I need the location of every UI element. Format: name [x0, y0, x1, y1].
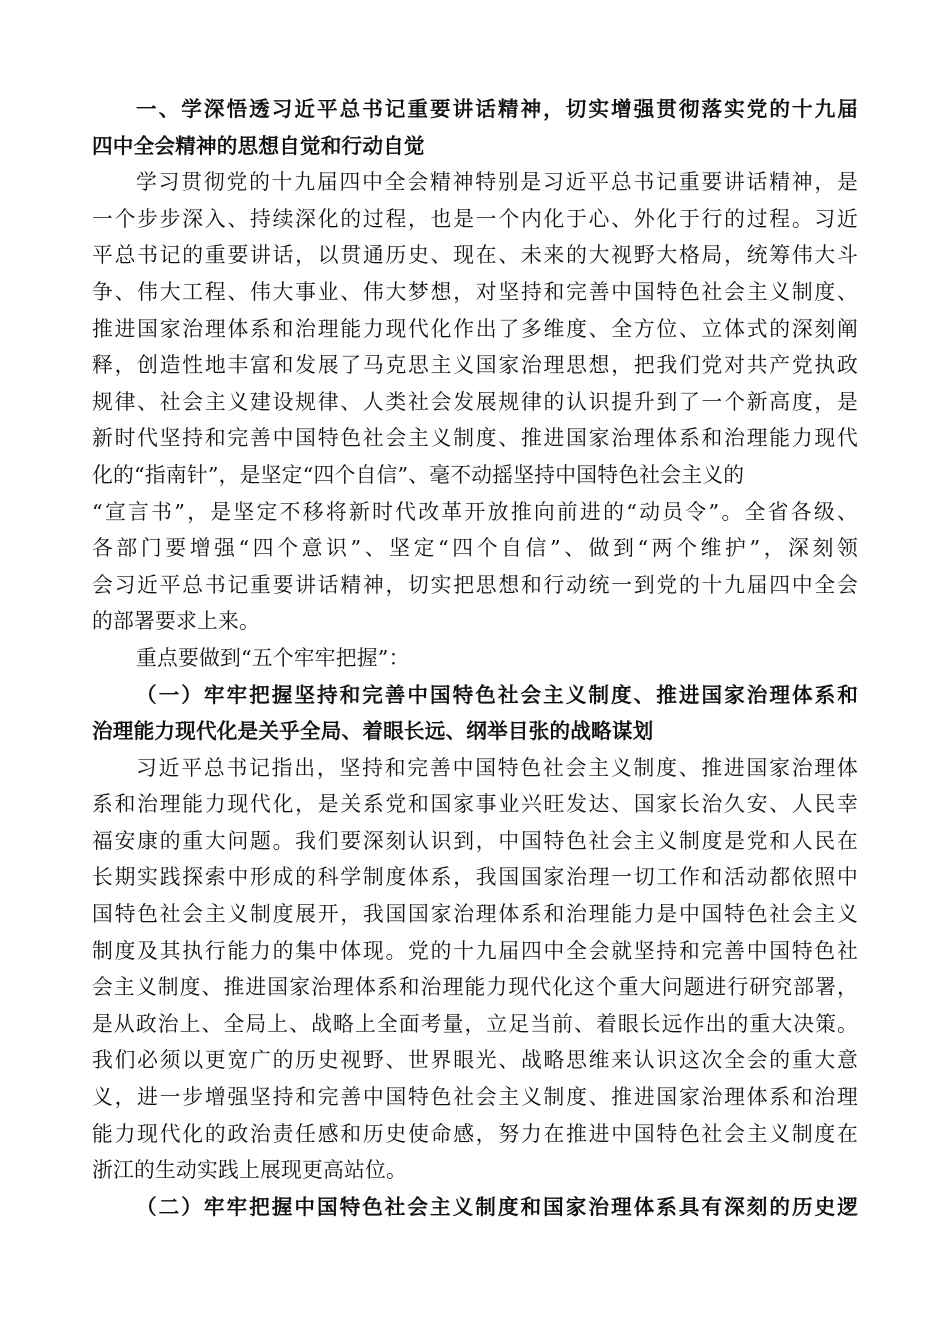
subsection1-heading — [92, 677, 858, 750]
text-line: 福安康的重大问题。我们要深刻认识到，中国特色社会主义制度是党和人民在 — [92, 828, 858, 853]
text-line: 制度及其执行能力的集中体现。党的十九届四中全会就坚持和完善中国特色社 — [92, 938, 858, 963]
text-line: 释，创造性地丰富和发展了马克思主义国家治理思想，把我们党对共产党执政 — [92, 353, 858, 378]
text-line: 长期实践探索中形成的科学制度体系，我国国家治理一切工作和活动都依照中 — [92, 865, 858, 890]
section1-paragraph1 — [92, 164, 858, 640]
text-line: 国特色社会主义制度展开，我国国家治理体系和治理能力是中国特色社会主义 — [92, 902, 858, 927]
text-line: 各部门要增强“四个意识”、坚定“四个自信”、做到“两个维护”，深刻领 — [92, 536, 858, 561]
text-line: 化的“指南针”，是坚定“四个自信”、毫不动摇坚持中国特色社会主义的 — [92, 462, 745, 487]
text-line: 规律、社会主义建设规律、人类社会发展规律的认识提升到了一个新高度，是 — [92, 389, 858, 414]
text-line: 我们必须以更宽广的历史视野、世界眼光、战略思维来认识这次全会的重大意 — [92, 1048, 858, 1073]
section1-paragraph2 — [92, 640, 858, 677]
heading-line: 四中全会精神的思想自觉和行动自觉 — [92, 133, 425, 158]
text-line: 系和治理能力现代化，是关系党和国家事业兴旺发达、国家长治久安、人民幸 — [92, 792, 858, 817]
heading-line: （二）牢牢把握中国特色社会主义制度和国家治理体系具有深刻的历史逻 — [136, 1194, 858, 1219]
text-line: 争、伟大工程、伟大事业、伟大梦想，对坚持和完善中国特色社会主义制度、 — [92, 279, 858, 304]
heading-line: 治理能力现代化是关乎全局、着眼长远、纲举目张的战略谋划 — [92, 719, 654, 744]
heading-line: 一、学深悟透习近平总书记重要讲话精神，切实增强贯彻落实党的十九届 — [136, 97, 858, 121]
heading-line: （一）牢牢把握坚持和完善中国特色社会主义制度、推进国家治理体系和 — [136, 682, 858, 707]
text-line: 会主义制度、推进国家治理体系和治理能力现代化这个重大问题进行研究部署， — [92, 975, 858, 1000]
subsection2-heading — [92, 1189, 858, 1226]
text-line: 一个步步深入、持续深化的过程，也是一个内化于心、外化于行的过程。习近 — [92, 206, 858, 231]
text-line: 平总书记的重要讲话，以贯通历史、现在、未来的大视野大格局，统筹伟大斗 — [92, 243, 858, 268]
text-line: 推进国家治理体系和治理能力现代化作出了多维度、全方位、立体式的深刻阐 — [92, 316, 858, 341]
text-line: 会习近平总书记重要讲话精神，切实把思想和行动统一到党的十九届四中全会 — [92, 572, 858, 597]
text-line: 学习贯彻党的十九届四中全会精神特别是习近平总书记重要讲话精神，是 — [136, 170, 858, 195]
document-page — [92, 91, 858, 1225]
text-line: 习近平总书记指出，坚持和完善中国特色社会主义制度、推进国家治理体 — [136, 755, 858, 780]
text-line: “宣言书”，是坚定不移将新时代改革开放推向前进的“动员令”。全省各级、 — [92, 499, 858, 524]
text-line: 新时代坚持和完善中国特色社会主义制度、推进国家治理体系和治理能力现代 — [92, 426, 858, 451]
section1-heading — [92, 91, 858, 164]
text-line: 的部署要求上来。 — [92, 609, 260, 634]
text-line: 义，进一步增强坚持和完善中国特色社会主义制度、推进国家治理体系和治理 — [92, 1085, 858, 1110]
text-line: 是从政治上、全局上、战略上全面考量，立足当前、着眼长远作出的重大决策。 — [92, 1011, 858, 1036]
text-line: 重点要做到“五个牢牢把握”： — [136, 645, 410, 670]
subsection1-paragraph — [92, 750, 858, 1189]
text-line: 能力现代化的政治责任感和历史使命感，努力在推进中国特色社会主义制度在 — [92, 1121, 858, 1146]
text-line: 浙江的生动实践上展现更高站位。 — [92, 1158, 407, 1183]
